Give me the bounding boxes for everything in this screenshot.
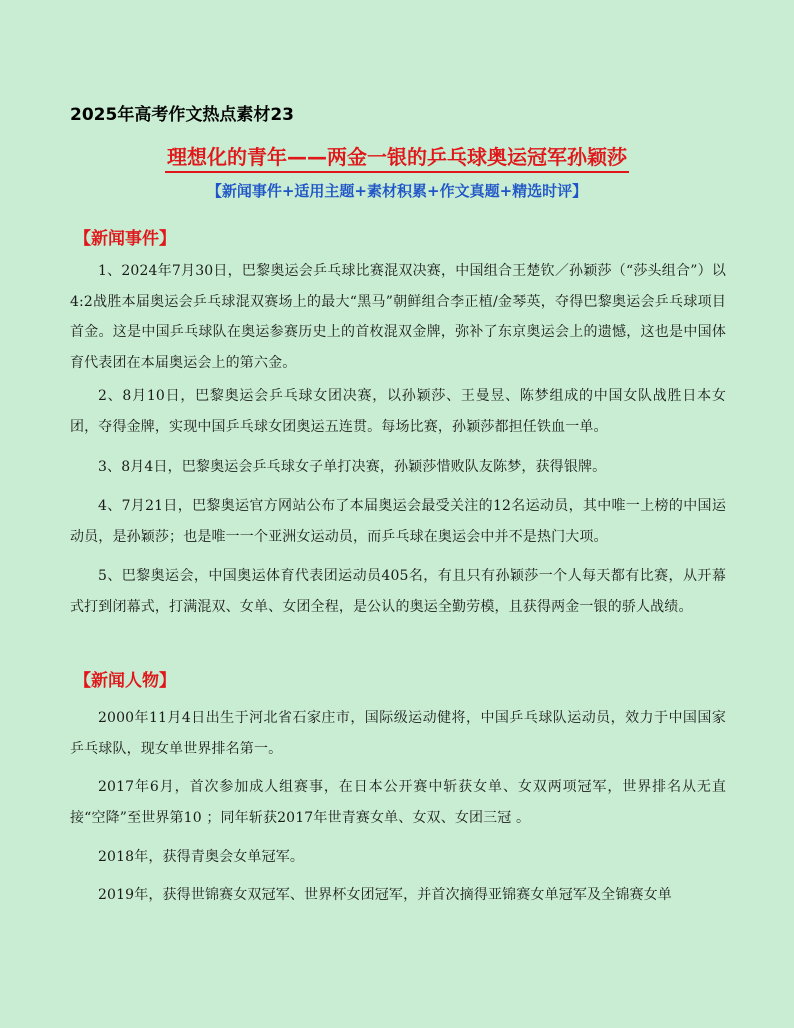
news-person-paragraph-2: 2017年6月，首次参加成人组赛事，在日本公开赛中斩获女单、女双两项冠军，世界排名从无直接“空降”至世界第10 ；同年斩获2017年世青赛女单、女双、女团三冠 。: [70, 779, 726, 826]
news-person-paragraph-1: 2000年11月4日出生于河北省石家庄市，国际级运动健将，中国乒乓球队运动员，效力于中国国家乒乓球队，现女单世界排名第一。: [70, 710, 726, 757]
document-header: 2025年高考作文热点素材23: [70, 105, 294, 125]
main-title: [0, 141, 794, 170]
news-event-paragraph-2: 2、8月10日，巴黎奥运会乒乓球女团决赛，以孙颖莎、王曼昱、陈梦组成的中国女队战胜日本女团，夺得金牌，实现中国乒乓球女团奥运五连贯。每场比赛，孙颖莎都担任铁血一单。: [70, 388, 726, 435]
news-person-paragraph-3: 2018年，获得青奥会女单冠军。: [98, 849, 305, 865]
section-heading-news-event: 【新闻事件】: [74, 229, 176, 249]
news-event-paragraph-1: 1、2024年7月30日，巴黎奥运会乒乓球比赛混双决赛，中国组合王楚钦／孙颖莎（“莎头组合”）以4:2战胜本届奥运会乒乓球混双赛场上的最大“黑马”朝鲜组合李正植/金琴英，夺得巴黎奥运会乒乓球项目首金。这是中国乒乓球队在奥运参赛历史上的首枚混双金牌，弥补了东京奥运会上的遗憾，这也是中国体育代表团在本届奥运会上的第六金。: [70, 263, 726, 371]
news-event-paragraph-4: 4、7月21日，巴黎奥运官方网站公布了本届奥运会最受关注的12名运动员，其中唯一上榜的中国运动员，是孙颖莎；也是唯一一个亚洲女运动员，而乒乓球在奥运会中并不是热门大项。: [70, 498, 726, 545]
section-heading-news-person: 【新闻人物】: [74, 671, 176, 691]
news-event-paragraph-3: 3、8月4日，巴黎奥运会乒乓球女子单打决赛，孙颖莎惜败队友陈梦，获得银牌。: [98, 459, 607, 475]
news-person-paragraph-4: 2019年，获得世锦赛女双冠军、世界杯女团冠军，并首次摘得亚锦赛女单冠军及全锦赛女单: [98, 887, 672, 903]
news-event-paragraph-5: 5、巴黎奥运会，中国奥运体育代表团运动员405名，有且只有孙颖莎一个人每天都有比赛，从开幕式打到闭幕式，打满混双、女单、女团全程，是公认的奥运全勤劳模，且获得两金一银的骄人战绩。: [70, 568, 726, 615]
sub-title: 【新闻事件+适用主题+素材积累+作文真题+精选时评】: [206, 182, 588, 200]
main-title-text: 理想化的青年——两金一银的乒乓球奥运冠军孙颖莎: [165, 145, 629, 173]
